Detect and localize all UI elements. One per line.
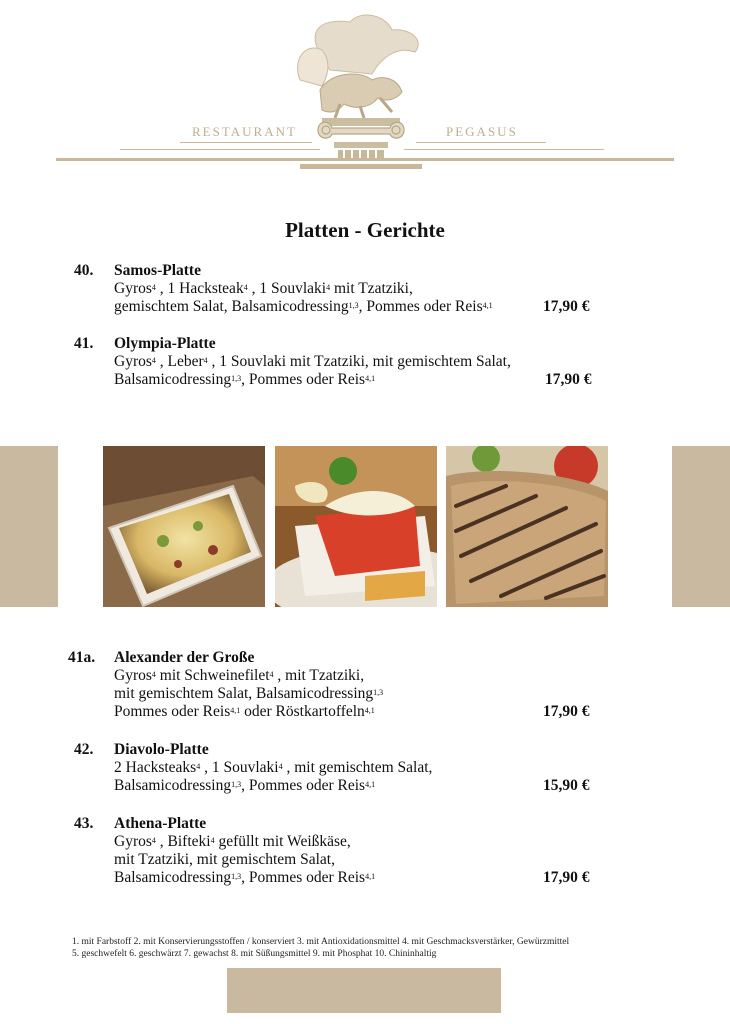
item-description-line: Balsamicodressing$^{1,3}$, Pommes oder Reis$^{4,1}$ [114,777,376,794]
header-rule [56,158,674,161]
item-number: 41a. [68,649,96,666]
pegasus-statue-icon [0,0,730,175]
decorative-side-bar-right [672,446,730,607]
item-description-line: Balsamicodressing$^{1,3}$, Pommes oder Reis$^{4,1}$ [114,371,376,388]
header-line-left-mid [120,149,320,150]
item-description-line: Balsamicodressing$^{1,3}$, Pommes oder Reis$^{4,1}$ [114,869,376,886]
item-number: 41. [74,335,94,352]
header-rule-base [300,164,422,169]
item-price: 17,90 € [545,371,592,388]
item-description-line: Pommes oder Reis$^{4,1}$ oder Röstkartoffeln$^{4,1}$ [114,703,375,720]
decorative-side-bar-left [0,446,58,607]
item-description-line: mit gemischtem Salat, Balsamicodressing$^{1,3}$ [114,685,384,702]
header-line-left-top [180,142,312,143]
item-name: Athena-Platte [114,815,207,832]
footnote-line: 5. geschwefelt 6. geschwärzt 7. gewachst 8. mit Süßungsmittel 9. mit Phosphat 10. Chininhaltig [72,949,437,959]
tomato-cheese-dish-image [275,446,437,607]
gratin-dish-image [103,446,265,607]
item-description-line: Gyros$^4$ , Leber$^4$ , 1 Souvlaki mit Tzatziki, mit gemischtem Salat, [114,353,511,370]
item-description-line: Gyros$^4$ , 1 Hacksteak$^4$ , 1 Souvlaki$^4$ mit Tzatziki, [114,280,413,297]
item-price: 17,90 € [543,869,590,886]
item-price: 17,90 € [543,298,590,315]
item-price: 15,90 € [543,777,590,794]
page-title: Platten - Gerichte [285,218,445,242]
restaurant-logo [0,0,730,175]
item-description-line: Gyros$^4$ , Bifteki$^4$ gefüllt mit Weißkäse, [114,833,351,850]
brand-pegasus: PEGASUS [446,124,518,139]
item-number: 40. [74,262,94,279]
item-price: 17,90 € [543,703,590,720]
additives-footnotes [72,936,569,960]
item-number: 42. [74,741,94,758]
grilled-steak-image [446,446,608,607]
item-name: Olympia-Platte [114,335,216,352]
header-line-right-mid [404,149,604,150]
item-name: Alexander der Große [114,649,255,666]
footnote-line: 1. mit Farbstoff 2. mit Konservierungsstoffen / konserviert 3. mit Antioxidationsmittel 4. mit Geschmacksverstärker, Gewürzmittel [72,937,570,947]
item-description-line: Gyros$^4$ mit Schweinefilet$^4$ , mit Tzatziki, [114,667,365,684]
item-number: 43. [74,815,94,832]
decorative-bottom-bar [227,968,501,1013]
item-description-line: 2 Hacksteaks$^4$ , 1 Souvlaki$^4$ , mit gemischtem Salat, [114,759,433,776]
item-description-line: mit Tzatziki, mit gemischtem Salat, [114,851,335,868]
item-name: Diavolo-Platte [114,741,209,758]
item-name: Samos-Platte [114,262,201,279]
brand-restaurant: RESTAURANT [192,124,297,139]
item-description-line: gemischtem Salat, Balsamicodressing$^{1,3}$, Pommes oder Reis$^{4,1}$ [114,298,493,315]
header-line-right-top [416,142,546,143]
